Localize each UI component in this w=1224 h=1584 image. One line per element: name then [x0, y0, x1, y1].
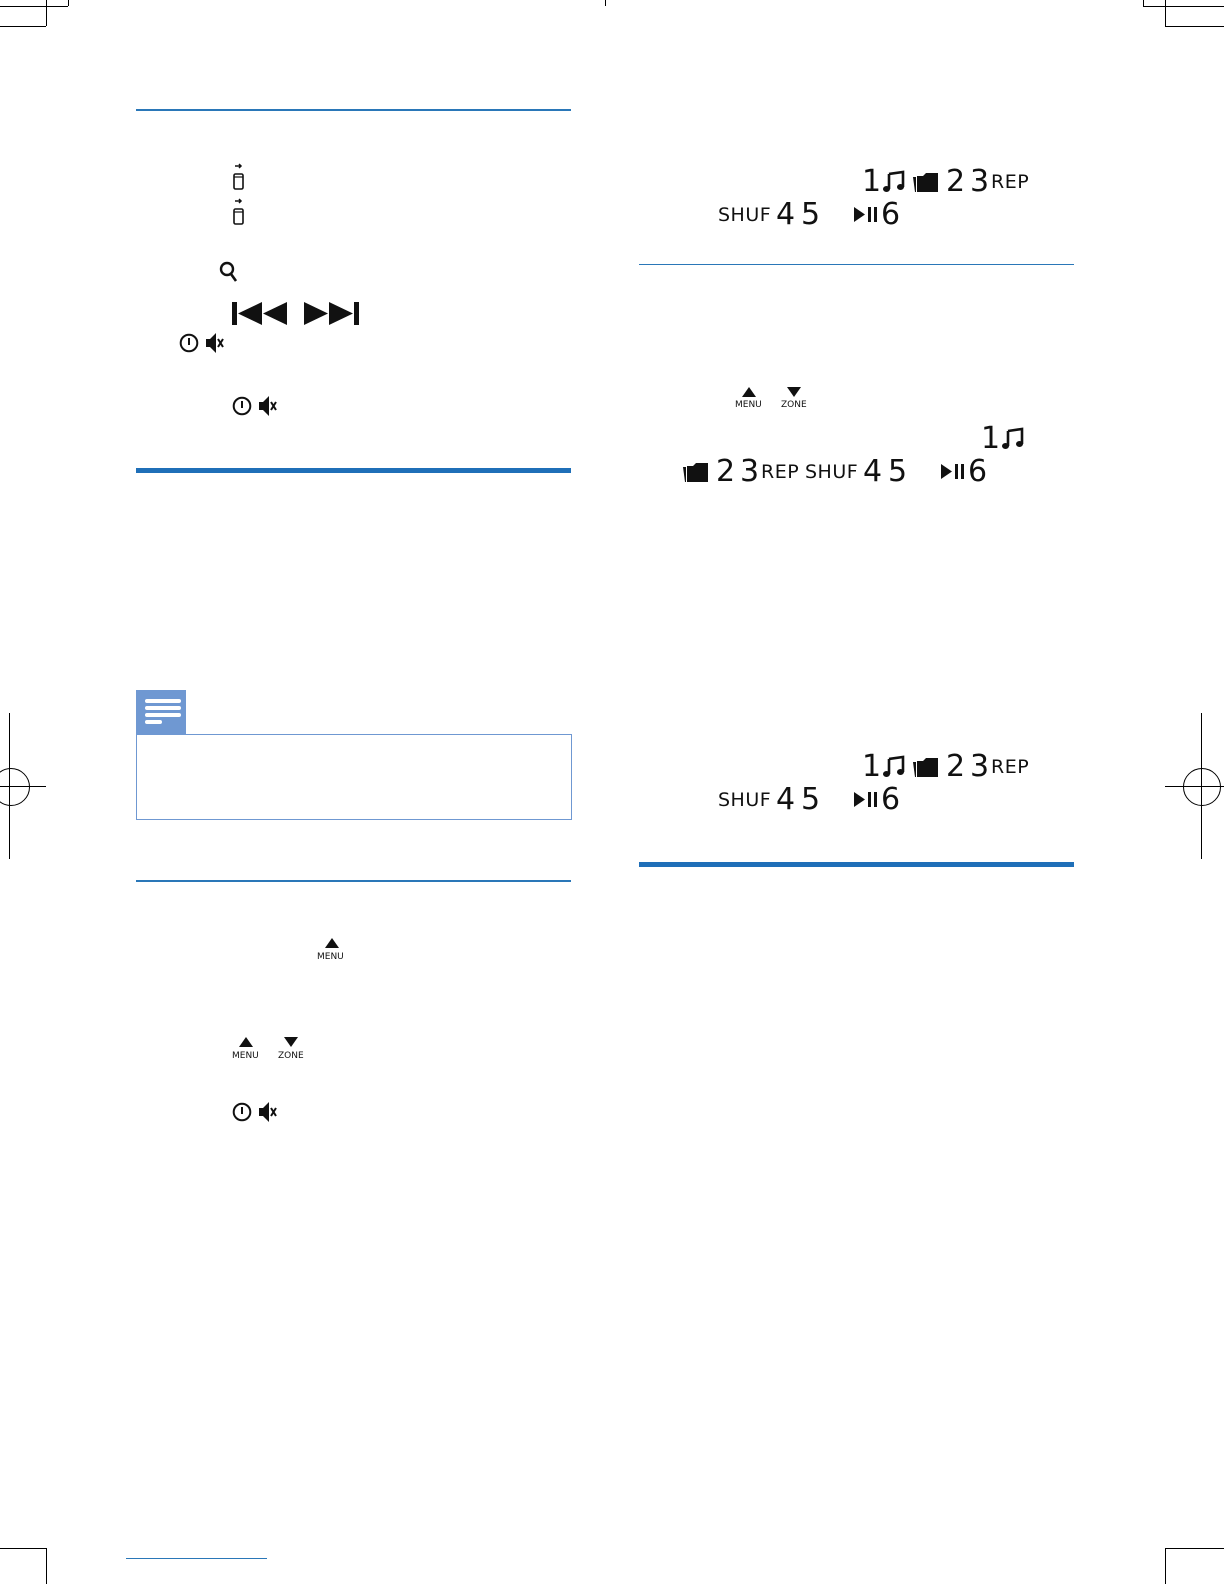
key-2: 2	[946, 749, 966, 784]
section-rule	[639, 862, 1074, 867]
rep-label: REP	[991, 756, 1030, 778]
key-2: 2	[716, 454, 736, 489]
next-track-icon	[304, 302, 360, 325]
play-pause-icon	[941, 464, 965, 479]
key-4: 4	[863, 454, 883, 489]
key-4: 4	[776, 197, 796, 232]
key-5: 5	[888, 454, 908, 489]
section-rule	[136, 468, 571, 473]
previous-track-icon	[232, 302, 288, 325]
play-pause-icon	[854, 792, 878, 807]
section-rule	[136, 109, 571, 111]
mute-icon	[259, 395, 277, 417]
key-2: 2	[946, 164, 966, 199]
search-icon	[219, 261, 239, 283]
key-6: 6	[968, 454, 988, 489]
play-pause-icon	[854, 207, 878, 222]
key-5: 5	[801, 782, 821, 817]
up-arrow-icon	[239, 1037, 253, 1047]
folder-icon	[913, 756, 939, 778]
note-icon	[145, 699, 181, 725]
key-4: 4	[776, 782, 796, 817]
down-arrow-icon	[787, 387, 801, 397]
shuf-label: SHUF	[718, 789, 772, 811]
phone-transfer-icon	[232, 199, 246, 225]
note-tab	[136, 690, 186, 734]
menu-label: MENU	[232, 1051, 259, 1061]
music-note-icon	[1002, 428, 1024, 450]
key-3: 3	[740, 454, 760, 489]
power-icon	[179, 333, 199, 353]
key-5: 5	[801, 197, 821, 232]
phone-transfer-icon	[232, 164, 246, 190]
music-note-icon	[883, 171, 905, 193]
key-6: 6	[881, 782, 901, 817]
folder-icon	[913, 171, 939, 193]
zone-label: ZONE	[781, 400, 807, 410]
up-arrow-icon	[325, 938, 339, 948]
key-3: 3	[970, 749, 990, 784]
folder-icon	[683, 461, 709, 483]
section-rule	[136, 880, 571, 882]
footer-rule	[126, 1558, 267, 1559]
key-1: 1	[862, 749, 882, 784]
music-note-icon	[883, 756, 905, 778]
rep-label: REP	[991, 171, 1030, 193]
up-arrow-icon	[742, 387, 756, 397]
zone-label: ZONE	[278, 1051, 304, 1061]
power-icon	[232, 1102, 252, 1122]
down-arrow-icon	[284, 1037, 298, 1047]
key-1: 1	[981, 421, 1001, 456]
rep-label: REP	[761, 461, 800, 483]
note-box	[136, 734, 572, 820]
key-3: 3	[970, 164, 990, 199]
key-1: 1	[862, 164, 882, 199]
section-rule	[639, 264, 1074, 265]
shuf-label: SHUF	[718, 204, 772, 226]
mute-icon	[259, 1101, 277, 1123]
key-6: 6	[881, 197, 901, 232]
mute-icon	[206, 332, 224, 354]
menu-label: MENU	[735, 400, 762, 410]
power-icon	[232, 396, 252, 416]
shuf-label: SHUF	[805, 461, 859, 483]
menu-label: MENU	[317, 952, 344, 962]
